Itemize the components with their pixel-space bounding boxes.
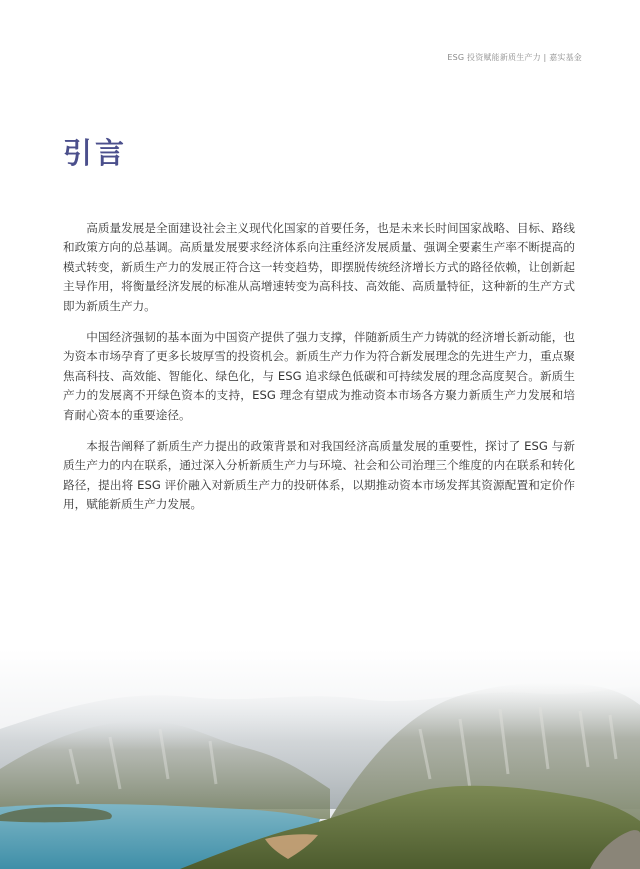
page-title: 引言 xyxy=(63,136,128,171)
paragraph-3: 本报告阐释了新质生产力提出的政策背景和对我国经济高质量发展的重要性，探讨了 ESG 与新质生产力的内在联系，通过深入分析新质生产力与环境、社会和公司治理三个维度的内在联系和转化路径，提出将 ESG 评价融入对新质生产力的投研体系，以期推动资本市场发挥其资源配置和定价作用，赋能新质生产力发展。 xyxy=(63,439,575,512)
coastal-landscape-image xyxy=(0,649,640,869)
paragraph-2: 中国经济强韧的基本面为中国资产提供了强力支撑，伴随新质生产力铸就的经济增长新动能，也为资本市场孕育了更多长坡厚雪的投资机会。新质生产力作为符合新发展理念的先进生产力，重点聚焦高科技、高效能、智能化、绿色化，与 ESG 追求绿色低碳和可持续发展的理念高度契合。新质生产力的发展离不开绿色资本的支持，ESG 理念有望成为推动资本市场各方聚力新质生产力发展和培育耐心资本的重要途径。 xyxy=(63,330,575,422)
intro-body xyxy=(63,219,575,527)
running-header: ESG 投资赋能新质生产力 | 嘉实基金 xyxy=(447,53,582,62)
paragraph-1: 高质量发展是全面建设社会主义现代化国家的首要任务，也是未来长时间国家战略、目标、路线和政策方向的总基调。高质量发展要求经济体系向注重经济发展质量、强调全要素生产率不断提高的模式转变，新质生产力的发展正符合这一转变趋势，即摆脱传统经济增长方式的路径依赖，让创新起主导作用，将衡量经济发展的标准从高增速转变为高科技、高效能、高质量特征，这种新的生产方式即为新质生产力。 xyxy=(63,221,575,313)
